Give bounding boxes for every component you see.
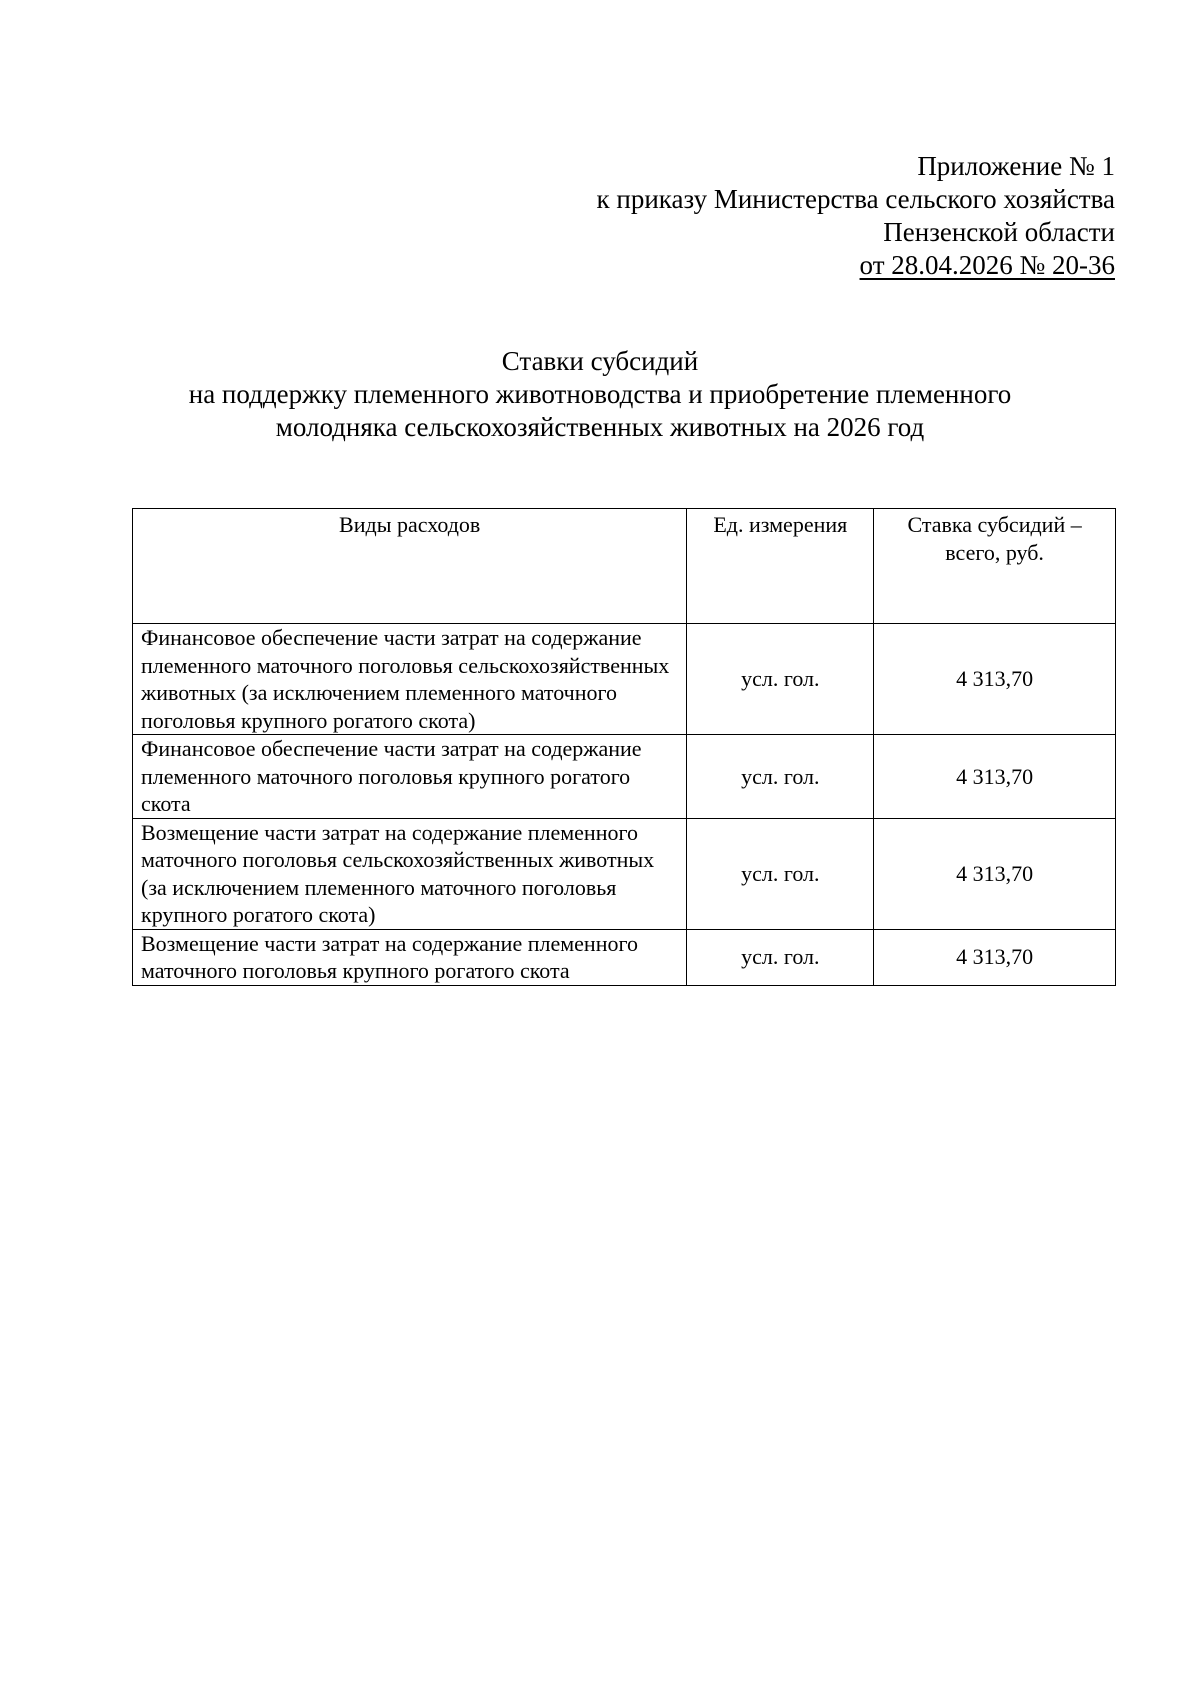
row-unit: усл. гол. — [687, 624, 874, 735]
header-rate: Ставка субсидий – всего, руб. — [874, 509, 1116, 624]
table-row — [133, 929, 1116, 985]
row-rate: 4 313,70 — [874, 929, 1116, 985]
title-line-2: на поддержку племенного животноводства и приобретение племенного — [188, 379, 1012, 409]
table-header-row — [133, 509, 1116, 624]
header-unit: Ед. измерения — [687, 509, 874, 624]
row-expense-name: Возмещение части затрат на содержание племенного маточного поголовья сельскохозяйственных животных (за исключением племенного маточного поголовья крупного рогатого скота) — [133, 818, 687, 929]
subsidy-rates-table — [132, 508, 1116, 986]
row-unit: усл. гол. — [687, 818, 874, 929]
row-expense-name: Финансовое обеспечение части затрат на содержание племенного маточного поголовья сельскохозяйственных животных (за исключением племенного маточного поголовья крупного рогатого скота) — [133, 624, 687, 735]
row-rate: 4 313,70 — [874, 735, 1116, 819]
appendix-order-ref: к приказу Министерства сельского хозяйства — [596, 184, 1115, 214]
table-row — [133, 735, 1116, 819]
table-row — [133, 818, 1116, 929]
title-line-3: молодняка сельскохозяйственных животных на 2026 год — [275, 412, 925, 442]
row-expense-name: Финансовое обеспечение части затрат на содержание племенного маточного поголовья крупного рогатого скота — [133, 735, 687, 819]
row-expense-name: Возмещение части затрат на содержание племенного маточного поголовья крупного рогатого скота — [133, 929, 687, 985]
document-title — [80, 345, 1120, 444]
header-expense-type: Виды расходов — [133, 509, 687, 624]
table-row — [133, 624, 1116, 735]
row-rate: 4 313,70 — [874, 818, 1116, 929]
appendix-region: Пензенской области — [883, 217, 1115, 247]
row-rate: 4 313,70 — [874, 624, 1116, 735]
appendix-order-date: от 28.04.2026 № 20-36 — [859, 250, 1115, 280]
title-line-1: Ставки субсидий — [501, 346, 699, 376]
row-unit: усл. гол. — [687, 735, 874, 819]
row-unit: усл. гол. — [687, 929, 874, 985]
appendix-block — [415, 150, 1115, 282]
appendix-number: Приложение № 1 — [917, 151, 1115, 181]
